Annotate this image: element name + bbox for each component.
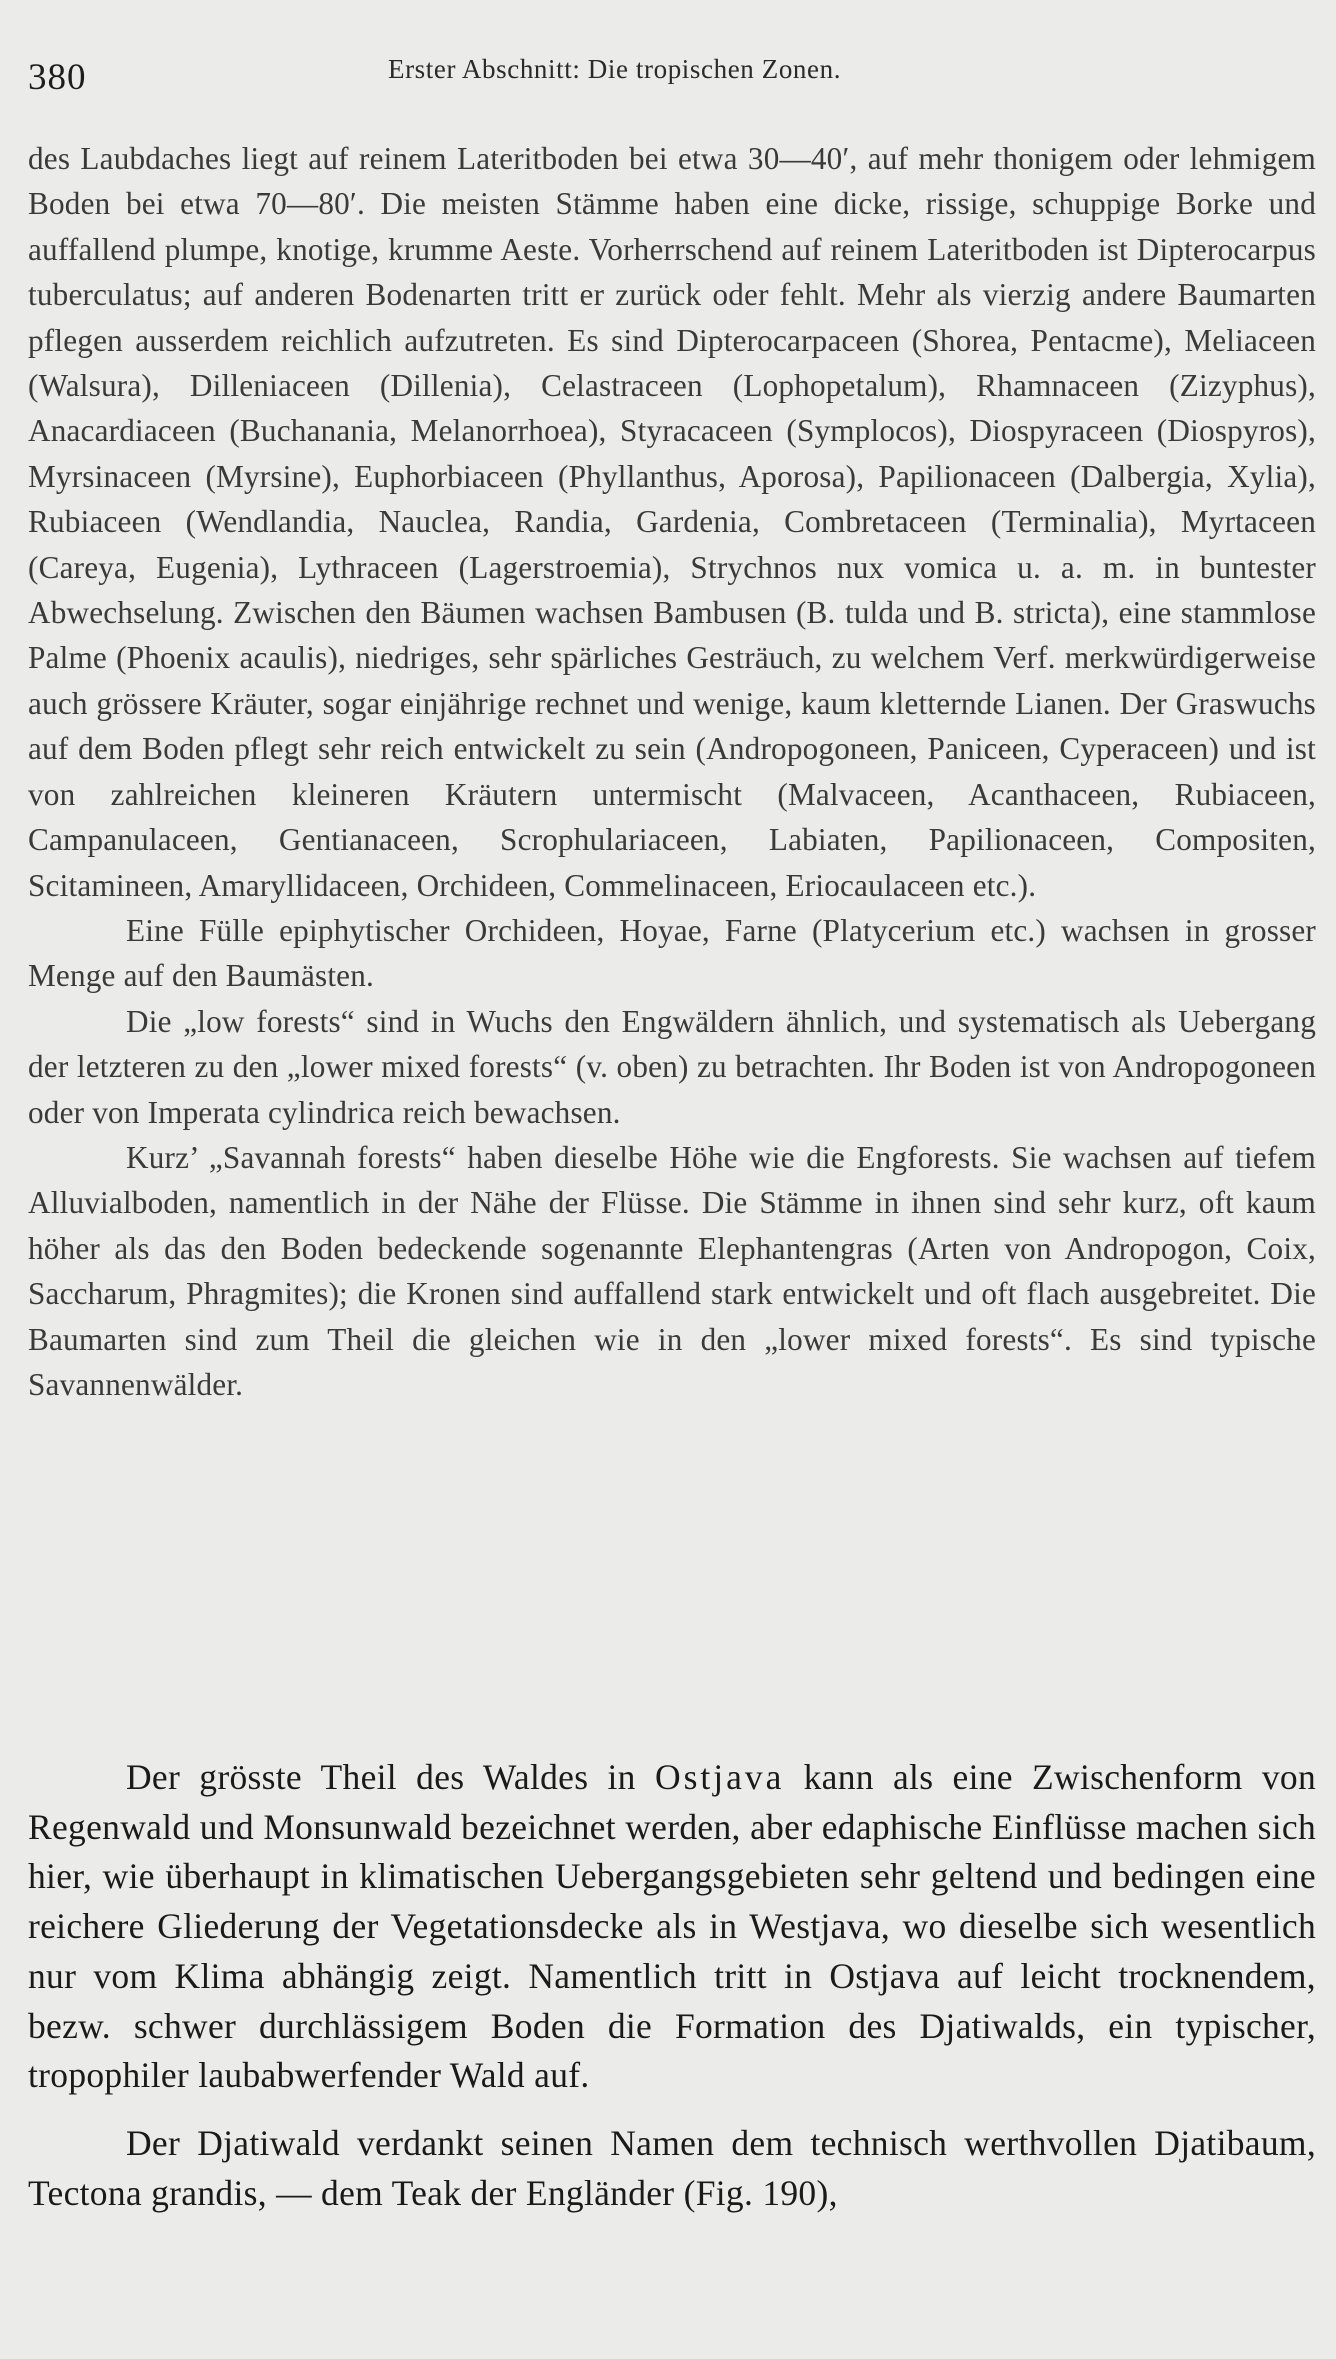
paragraph: Der Djatiwald verdankt seinen Namen dem technisch werthvollen Djatibaum, Tectona grandis, — dem Teak der Engländer (Fig. 190),: [28, 2122, 1316, 2213]
page-header: [28, 50, 1318, 100]
paragraph: Eine Fülle epiphytischer Orchideen, Hoyae, Farne (Platycerium etc.) wachsen in grosser Menge auf den Baumästen.: [28, 912, 1316, 994]
paragraph: Die „low forests“ sind in Wuchs den Engwäldern ähnlich, und systematisch als Uebergang der letzteren zu den „lower mixed forests“ (v. oben) zu betrachten. Ihr Boden ist von Andropogoneen oder von Imperata cylindrica reich bewachsen.: [28, 1003, 1316, 1130]
paragraph: Kurz’ „Savannah forests“ haben dieselbe Höhe wie die Engforests. Sie wachsen auf tiefem Alluvialboden, namentlich in der Nähe der Flüsse. Die Stämme in ihnen sind sehr kurz, oft kaum höher als das den Boden bedeckende sogenannte Elephantengras (Arten von Andropogon, Coix, Saccharum, Phragmites); die Kronen sind auffallend stark entwickelt und oft flach ausgebreitet. Die Baumarten sind zum Theil die gleichen wie in den „lower mixed forests“. Es sind typische Savannenwälder.: [28, 1139, 1316, 1402]
paragraph-text: Der grösste Theil des Waldes in: [126, 1757, 655, 1797]
small-print-section: [28, 136, 1316, 1407]
paragraph-text: kann als eine Zwischenform von Regenwald und Monsunwald bezeichnet werden, aber edaphische Einflüsse machen sich hier, wie überhaupt in klimatischen Uebergangsgebieten sehr geltend und bedingen eine reichere Gliederung der Vegetationsdecke als in Westjava, wo dieselbe sich wesentlich nur vom Klima abhängig zeigt. Namentlich tritt in Ostjava auf leicht trocknendem, bezw. schwer durchlässigem Boden die Formation des Djatiwalds, ein typischer, tropophiler laubabwerfender Wald auf.: [28, 1757, 1317, 2096]
running-head: Erster Abschnitt: Die tropischen Zonen.: [388, 54, 842, 84]
page-number: 380: [28, 57, 87, 98]
main-text-section: [28, 1753, 1316, 2218]
paragraph: [28, 1753, 1316, 2101]
paragraph: des Laubdaches liegt auf reinem Lateritboden bei etwa 30—40′, auf mehr thonigem oder lehmigem Boden bei etwa 70—80′. Die meisten Stämme haben eine dicke, rissige, schuppige Borke und auffallend plumpe, knotige, krumme Aeste. Vorherrschend auf reinem Lateritboden ist Dipterocarpus tuberculatus; auf anderen Bodenarten tritt er zurück oder fehlt. Mehr als vierzig andere Baumarten pflegen ausserdem reichlich aufzutreten. Es sind Dipterocarpaceen (Shorea, Pentacme), Meliaceen (Walsura), Dilleniaceen (Dillenia), Celastraceen (Lophopetalum), Rhamnaceen (Zizyphus), Anacardiaceen (Buchanania, Melanorrhoea), Styracaceen (Symplocos), Diospyraceen (Diospyros), Myrsinaceen (Myrsine), Euphorbiaceen (Phyllanthus, Aporosa), Papilionaceen (Dalbergia, Xylia), Rubiaceen (Wendlandia, Nauclea, Randia, Gardenia, Combretaceen (Terminalia), Myrtaceen (Careya, Eugenia), Lythraceen (Lagerstroemia), Strychnos nux vomica u. a. m. in buntester Abwechselung. Zwischen den Bäumen wachsen Bambusen (B. tulda und B. stricta), eine stammlose Palme (Phoenix acaulis), niedriges, sehr spärliches Gesträuch, zu welchem Verf. merkwürdigerweise auch grössere Kräuter, sogar einjährige rechnet und wenige, kaum kletternde Lianen. Der Graswuchs auf dem Boden pflegt sehr reich entwickelt zu sein (Andropogoneen, Paniceen, Cyperaceen) und ist von zahlreichen kleineren Kräutern untermischt (Malvaceen, Acanthaceen, Rubiaceen, Campanulaceen, Gentianaceen, Scrophulariaceen, Labiaten, Papilionaceen, Compositen, Scitamineen, Amaryllidaceen, Orchideen, Commelinaceen, Eriocaulaceen etc.).: [28, 141, 1316, 903]
emphasized-term: Ostjava: [654, 1757, 785, 1797]
